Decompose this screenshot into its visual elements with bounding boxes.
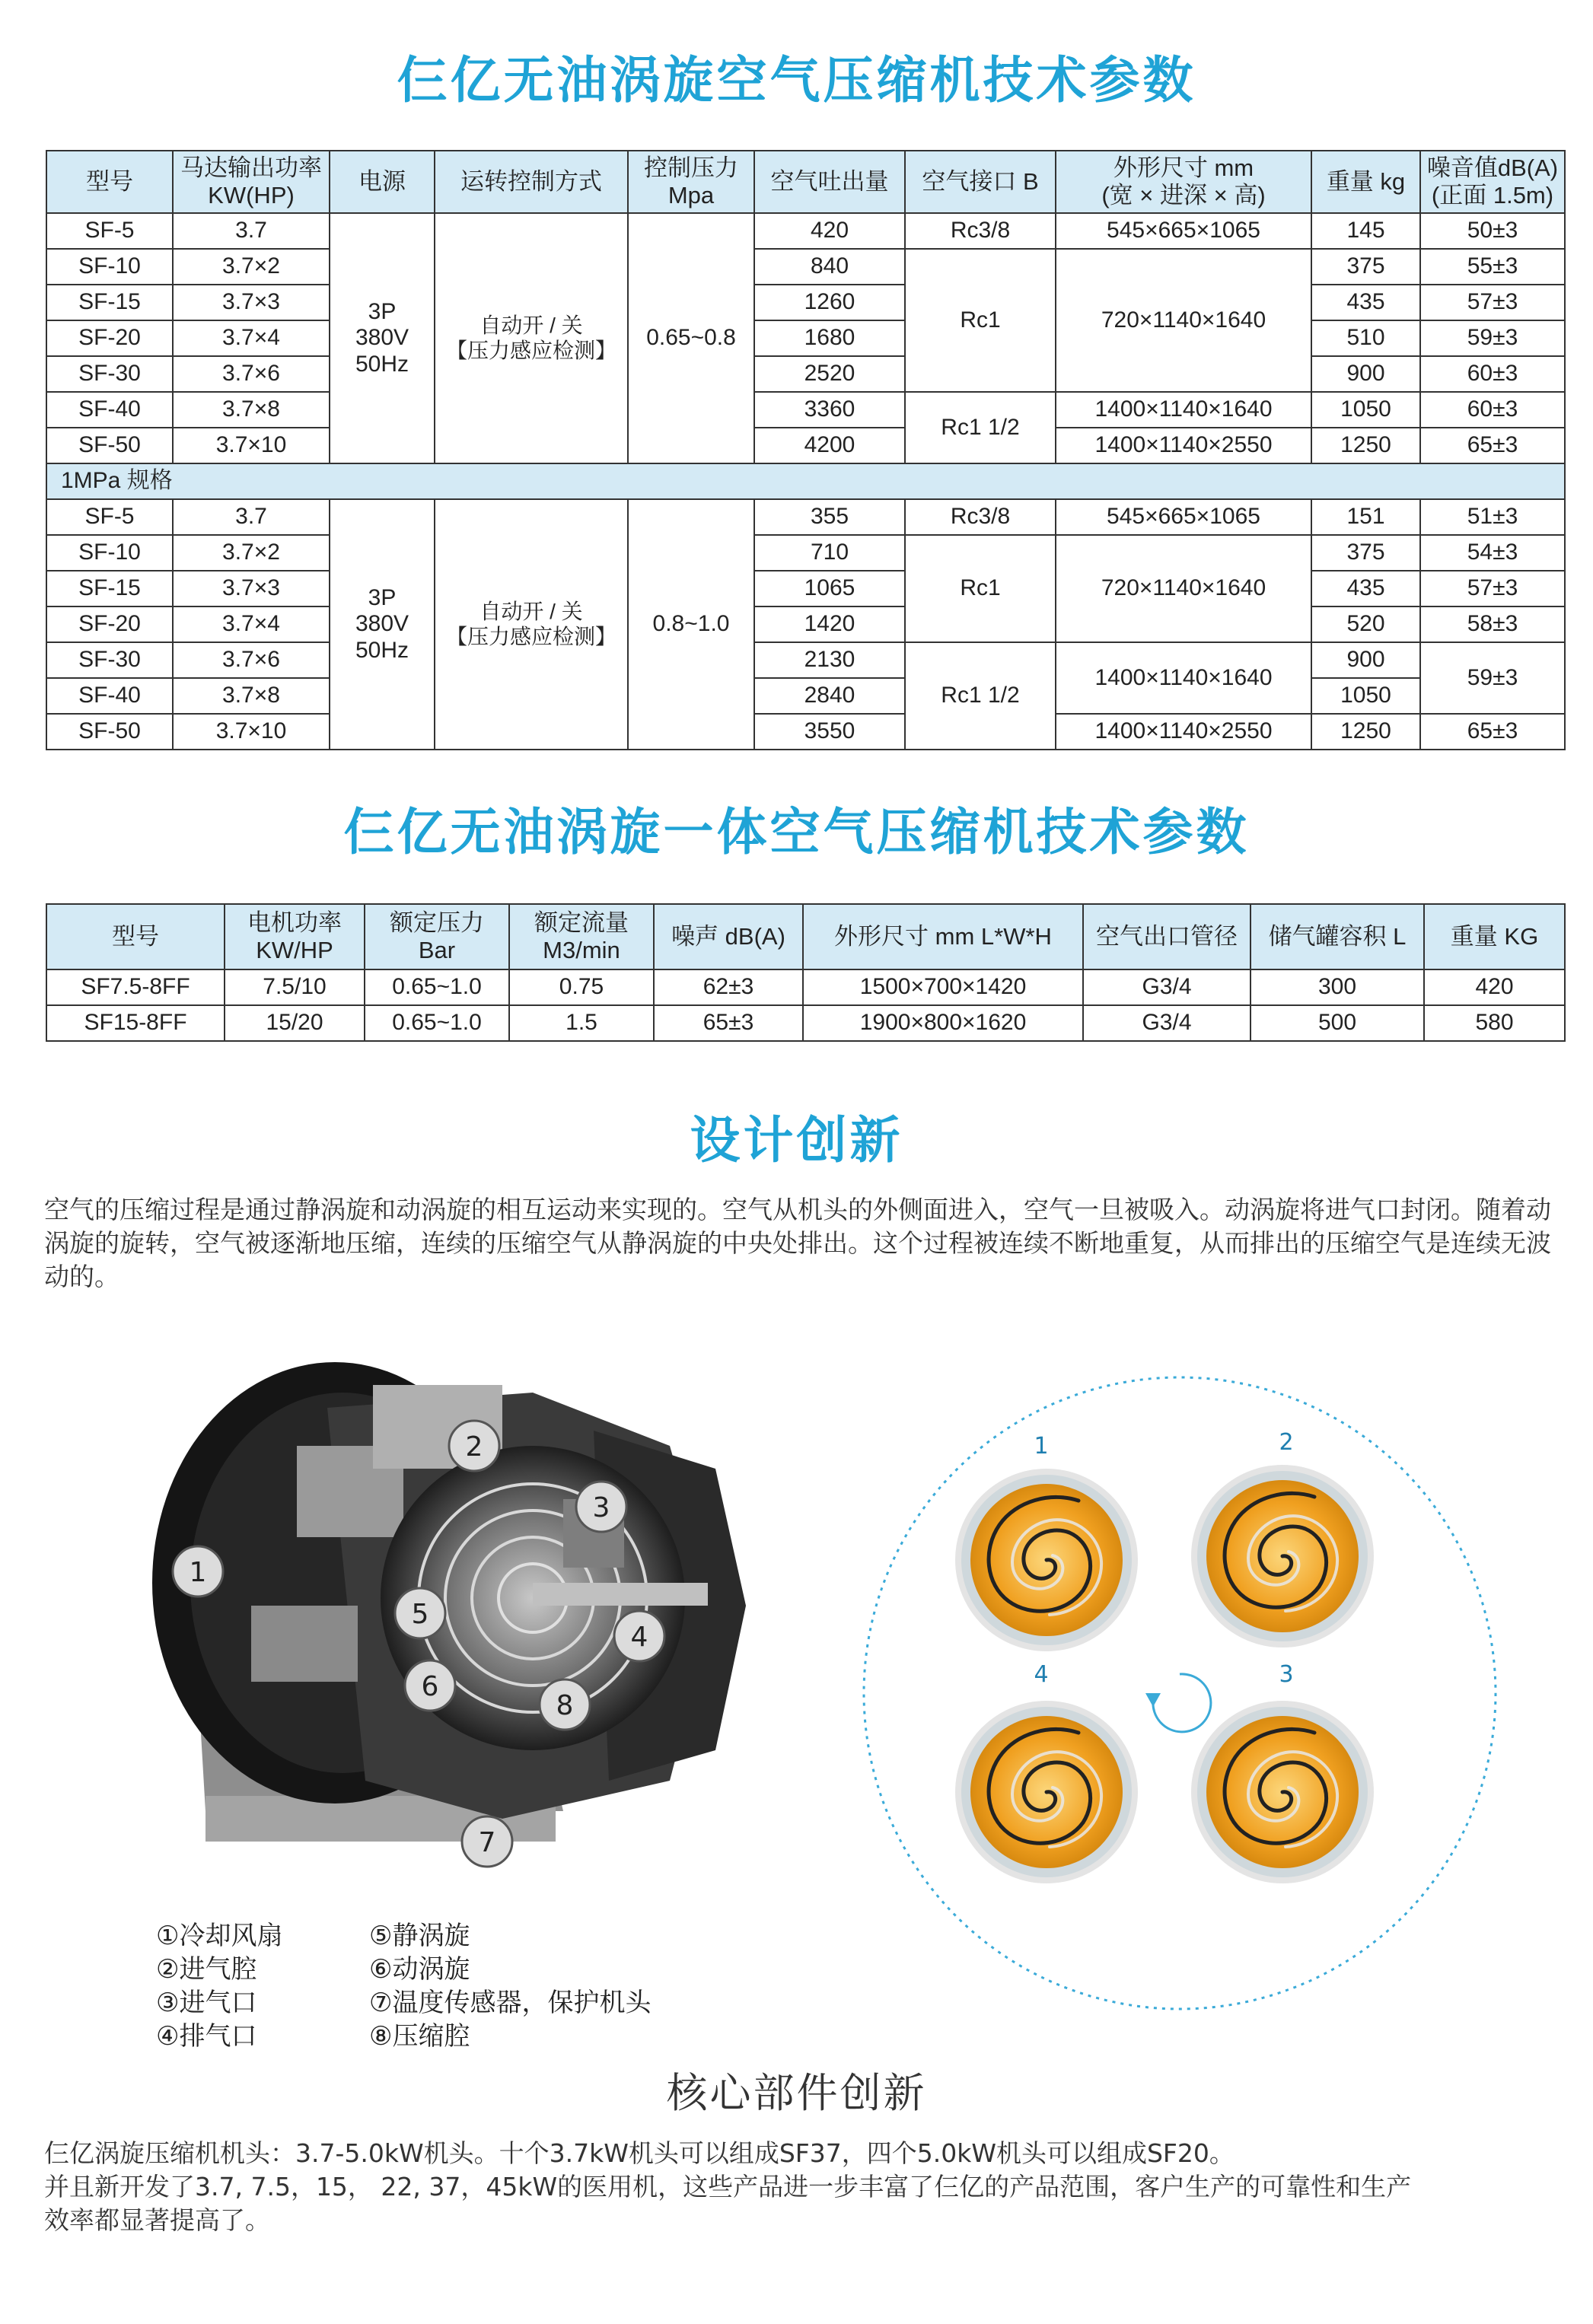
cell-model: SF-15 [46, 285, 173, 320]
cell-flow: 1420 [754, 606, 905, 642]
rotation-arrow-icon [1145, 1674, 1211, 1732]
spec-table-main [46, 150, 1566, 750]
header-model: 型号 [46, 151, 173, 213]
scroll-label: 4 [1034, 1661, 1049, 1688]
cell-outlet: G3/4 [1083, 1005, 1251, 1041]
cell-port: Rc1 [905, 249, 1056, 392]
header-control: 运转控制方式 [435, 151, 628, 213]
header-noise: 噪音值dB(A) (正面 1.5m) [1420, 151, 1565, 213]
cell-power: 3.7×2 [173, 249, 330, 285]
scroll-stage-1 [955, 1433, 1138, 1651]
cell-tank: 500 [1251, 1005, 1424, 1041]
cell-model: SF-15 [46, 571, 173, 606]
marker-7 [462, 1816, 512, 1867]
cell-weight: 1250 [1311, 714, 1420, 750]
cell-power: 3.7×3 [173, 571, 330, 606]
cell-power: 3.7 [173, 499, 330, 535]
cell-power: 3.7×10 [173, 428, 330, 463]
cell-weight: 520 [1311, 606, 1420, 642]
component-legend-right [369, 1919, 651, 2053]
cell-power: 3.7×4 [173, 320, 330, 356]
cell-noise: 55±3 [1420, 249, 1565, 285]
header-dims: 外形尺寸 mm L*W*H [803, 904, 1083, 969]
cell-noise: 59±3 [1420, 642, 1565, 714]
cell-rated-pressure: 0.65~1.0 [365, 1005, 509, 1041]
marker-label: 1 [189, 1557, 207, 1588]
cell-supply: 3P 380V 50Hz [330, 499, 435, 750]
cell-weight: 375 [1311, 535, 1420, 571]
marker-4 [614, 1611, 664, 1661]
cell-outlet: G3/4 [1083, 969, 1251, 1005]
cell-noise: 60±3 [1420, 356, 1565, 392]
marker-5 [395, 1588, 445, 1638]
cell-weight: 1050 [1311, 392, 1420, 428]
cell-noise: 57±3 [1420, 571, 1565, 606]
cell-flow: 1065 [754, 571, 905, 606]
cell-port: Rc1 1/2 [905, 642, 1056, 750]
header-supply: 电源 [330, 151, 435, 213]
core-line: 并且新开发了3.7, 7.5，15， 22, 37，45kW的医用机，这些产品进一步丰富了仨亿的产品范围，客户生产的可靠性和生产 [44, 2172, 1412, 2201]
section-title-integrated: 仨亿无油涡旋一体空气压缩机技术参数 [343, 803, 1250, 861]
cell-port: Rc3/8 [905, 213, 1056, 249]
cell-noise: 51±3 [1420, 499, 1565, 535]
scroll-label: 1 [1034, 1433, 1049, 1460]
core-line: 效率都显著提高了。 [44, 2205, 270, 2235]
header-rated-flow: 额定流量 M3/min [509, 904, 654, 969]
cell-flow: 2520 [754, 356, 905, 392]
cell-dims: 545×665×1065 [1056, 213, 1311, 249]
cell-power: 3.7×3 [173, 285, 330, 320]
cell-dims: 1400×1140×1640 [1056, 392, 1311, 428]
cell-weight: 375 [1311, 249, 1420, 285]
cell-weight: 900 [1311, 642, 1420, 678]
header-outlet: 空气出口管径 [1083, 904, 1251, 969]
header-weight: 重量 KG [1424, 904, 1565, 969]
section-title-design: 设计创新 [690, 1111, 903, 1170]
cell-model: SF-20 [46, 606, 173, 642]
cell-weight: 435 [1311, 571, 1420, 606]
legend-item: ④排气口 [156, 2021, 257, 2052]
cell-model: SF-30 [46, 356, 173, 392]
legend-item: ⑥动涡旋 [369, 1954, 470, 1985]
cell-flow: 840 [754, 249, 905, 285]
header-tank: 储气罐容积 L [1251, 904, 1424, 969]
cell-model: SF-40 [46, 392, 173, 428]
header-flow: 空气吐出量 [754, 151, 905, 213]
cell-flow: 4200 [754, 428, 905, 463]
cell-rated-flow: 1.5 [509, 1005, 654, 1041]
cell-flow: 1680 [754, 320, 905, 356]
cell-model: SF-40 [46, 678, 173, 714]
cell-noise: 54±3 [1420, 535, 1565, 571]
cell-power: 3.7×8 [173, 392, 330, 428]
cell-port: Rc1 1/2 [905, 392, 1056, 463]
cell-noise: 57±3 [1420, 285, 1565, 320]
cell-weight: 435 [1311, 285, 1420, 320]
cell-supply: 3P 380V 50Hz [330, 213, 435, 463]
section-band-1mpa: 1MPa 规格 [46, 463, 1565, 499]
marker-label: 5 [411, 1599, 429, 1630]
cell-model: SF-5 [46, 499, 173, 535]
cell-tank: 300 [1251, 969, 1424, 1005]
marker-label: 6 [421, 1671, 439, 1702]
cell-power: 3.7×8 [173, 678, 330, 714]
header-rated-pressure: 额定压力 Bar [365, 904, 509, 969]
cell-weight: 145 [1311, 213, 1420, 249]
cell-noise: 65±3 [1420, 714, 1565, 750]
core-description [44, 2137, 1563, 2237]
cell-flow: 2130 [754, 642, 905, 678]
cell-weight: 420 [1424, 969, 1565, 1005]
page-title: 仨亿无油涡旋空气压缩机技术参数 [397, 51, 1196, 110]
cell-dims: 720×1140×1640 [1056, 535, 1311, 642]
cell-motor-power: 7.5/10 [225, 969, 365, 1005]
cell-power: 3.7 [173, 213, 330, 249]
cell-weight: 151 [1311, 499, 1420, 535]
header-pressure: 控制压力 Mpa [628, 151, 754, 213]
cell-dims: 545×665×1065 [1056, 499, 1311, 535]
header-weight: 重量 kg [1311, 151, 1420, 213]
legend-item: ⑤静涡旋 [369, 1921, 470, 1951]
cell-dims: 720×1140×1640 [1056, 249, 1311, 392]
marker-1 [173, 1546, 223, 1597]
header-model: 型号 [46, 904, 225, 969]
cell-dims: 1900×800×1620 [803, 1005, 1083, 1041]
marker-3 [576, 1482, 626, 1532]
header-dims: 外形尺寸 mm (宽 × 进深 × 高) [1056, 151, 1311, 213]
legend-item: ②进气腔 [156, 1954, 257, 1985]
cell-weight: 1250 [1311, 428, 1420, 463]
core-line: 仨亿涡旋压缩机机头：3.7-5.0kW机头。十个3.7kW机头可以组成SF37，四个5.0kW机头可以组成SF20。 [44, 2138, 1235, 2168]
scroll-cycle-diagram [852, 1366, 1507, 2020]
cell-weight: 580 [1424, 1005, 1565, 1041]
header-power: 马达输出功率 KW(HP) [173, 151, 330, 213]
legend-item: ①冷却风扇 [156, 1921, 283, 1951]
marker-8 [540, 1679, 590, 1730]
cell-port: Rc1 [905, 535, 1056, 642]
cell-noise: 62±3 [654, 969, 803, 1005]
cell-pressure: 0.65~0.8 [628, 213, 754, 463]
cell-pressure: 0.8~1.0 [628, 499, 754, 750]
scroll-label: 2 [1279, 1429, 1294, 1456]
marker-label: 3 [592, 1492, 610, 1523]
marker-label: 2 [465, 1431, 483, 1463]
cell-noise: 65±3 [1420, 428, 1565, 463]
design-description: 空气的压缩过程是通过静涡旋和动涡旋的相互运动来实现的。空气从机头的外侧面进入，空气一旦被吸入。动涡旋将进气口封闭。随着动涡旋的旋转，空气被逐渐地压缩，连续的压缩空气从静涡旋的中央处排出。这个过程被连续不断地重复，从而排出的压缩空气是连续无波动的。 [44, 1195, 1551, 1291]
cell-dims: 1400×1140×2550 [1056, 714, 1311, 750]
cell-flow: 1260 [754, 285, 905, 320]
spec-table-integrated [46, 903, 1566, 1042]
marker-label: 8 [556, 1690, 574, 1721]
cell-weight: 510 [1311, 320, 1420, 356]
cell-control: 自动开 / 关 【压力感应检测】 [435, 213, 628, 463]
cell-flow: 420 [754, 213, 905, 249]
cell-noise: 59±3 [1420, 320, 1565, 356]
cell-model: SF-50 [46, 428, 173, 463]
cell-model: SF-10 [46, 535, 173, 571]
cell-power: 3.7×6 [173, 642, 330, 678]
marker-label: 4 [630, 1622, 648, 1653]
header-motor-power: 电机功率 KW/HP [225, 904, 365, 969]
legend-item: ⑧压缩腔 [369, 2021, 470, 2052]
cell-dims: 1400×1140×2550 [1056, 428, 1311, 463]
cell-rated-flow: 0.75 [509, 969, 654, 1005]
legend-item: ⑦温度传感器，保护机头 [369, 1988, 652, 2018]
cell-model: SF-5 [46, 213, 173, 249]
cell-flow: 3360 [754, 392, 905, 428]
cell-dims: 1500×700×1420 [803, 969, 1083, 1005]
cell-model: SF7.5-8FF [46, 969, 225, 1005]
section-title-core: 核心部件创新 [666, 2069, 927, 2117]
cell-power: 3.7×10 [173, 714, 330, 750]
cell-power: 3.7×6 [173, 356, 330, 392]
cell-power: 3.7×4 [173, 606, 330, 642]
cell-noise: 50±3 [1420, 213, 1565, 249]
cell-model: SF15-8FF [46, 1005, 225, 1041]
cell-weight: 900 [1311, 356, 1420, 392]
component-legend-left [156, 1919, 282, 2053]
scroll-stage-3 [1191, 1661, 1374, 1883]
header-noise: 噪声 dB(A) [654, 904, 803, 969]
cell-flow: 710 [754, 535, 905, 571]
cell-power: 3.7×2 [173, 535, 330, 571]
cell-flow: 355 [754, 499, 905, 535]
header-port: 空气接口 B [905, 151, 1056, 213]
cell-port: Rc3/8 [905, 499, 1056, 535]
marker-2 [449, 1421, 499, 1471]
cell-flow: 2840 [754, 678, 905, 714]
cell-control: 自动开 / 关 【压力感应检测】 [435, 499, 628, 750]
cell-noise: 58±3 [1420, 606, 1565, 642]
cell-model: SF-30 [46, 642, 173, 678]
scroll-stage-4 [955, 1661, 1138, 1883]
cell-weight: 1050 [1311, 678, 1420, 714]
scroll-label: 3 [1279, 1661, 1294, 1688]
cell-model: SF-20 [46, 320, 173, 356]
cell-model: SF-10 [46, 249, 173, 285]
marker-6 [405, 1660, 455, 1711]
cell-noise: 65±3 [654, 1005, 803, 1041]
cell-noise: 60±3 [1420, 392, 1565, 428]
legend-item: ③进气口 [156, 1988, 257, 2018]
marker-label: 7 [478, 1827, 496, 1858]
cell-flow: 3550 [754, 714, 905, 750]
cell-model: SF-50 [46, 714, 173, 750]
cell-motor-power: 15/20 [225, 1005, 365, 1041]
cell-dims: 1400×1140×1640 [1056, 642, 1311, 714]
compressor-head-image [137, 1355, 822, 1902]
scroll-stage-2 [1191, 1429, 1374, 1647]
cell-rated-pressure: 0.65~1.0 [365, 969, 509, 1005]
